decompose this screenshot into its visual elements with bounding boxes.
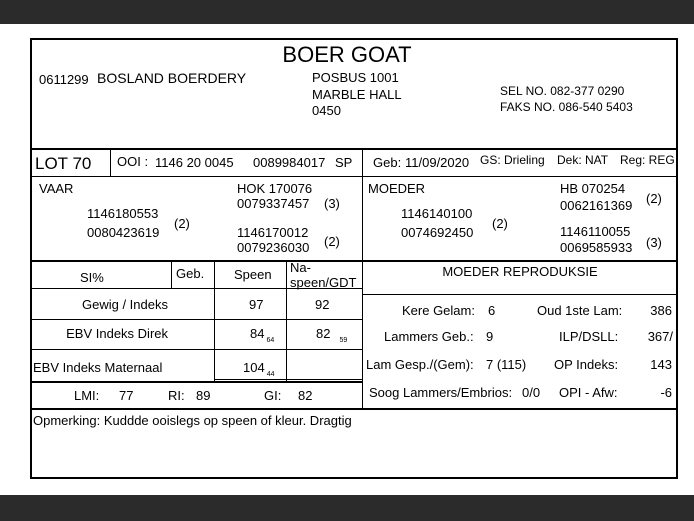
header-si: SI% (80, 270, 104, 285)
suckled-value: 0/0 (522, 385, 541, 400)
remark-label: Opmerking: (33, 413, 101, 428)
vdiv-perf-3 (286, 260, 287, 381)
repro-title: MOEDER REPRODUKSIE (442, 264, 598, 279)
born-date: 11/09/2020 (405, 155, 470, 170)
divider-perf-r1 (30, 319, 362, 320)
kere-label: Kere Gelam: (402, 303, 475, 318)
lambs-weaned-value: 7 (115) (486, 357, 527, 372)
divider-lot (30, 176, 678, 177)
border-right (676, 38, 678, 478)
border-top (30, 38, 678, 40)
phone-number: SEL NO. 082-377 0290 (500, 84, 625, 98)
lambs-weaned-label: Lam Gesp./(Gem): (366, 357, 474, 372)
dam-sire-id: 0062161369 (560, 198, 633, 213)
sire-dam-count: (2) (324, 234, 340, 249)
dam-sire-count: (2) (646, 191, 662, 206)
divider-header (30, 148, 678, 150)
sire-count: (2) (174, 216, 190, 231)
vdiv-main (362, 176, 363, 409)
header-speen: Speen (234, 267, 272, 282)
card-title: BOER GOAT (282, 42, 412, 67)
service-type: Dek: NAT (557, 153, 609, 167)
row-label-ebv-direct: EBV Indeks Direk (66, 326, 168, 341)
lambs-born-value: 9 (486, 329, 494, 344)
birth-status: GS: Drieling (480, 153, 545, 167)
vdiv-lot (110, 148, 111, 177)
dam-dam-count: (3) (646, 235, 662, 250)
dam-id-2: 0074692450 (401, 225, 474, 240)
address-line-3: 0450 (312, 103, 341, 118)
divider-remark (30, 408, 678, 410)
border-bottom (30, 477, 678, 479)
dam-dam-id-1: 1146110055 (560, 224, 631, 239)
sire-sire-id: 0079337457 (237, 196, 310, 211)
dam-dam-id-2: 0069585933 (560, 240, 633, 255)
ri-label: RI: (168, 388, 185, 403)
op-index-label: OP Indeks: (554, 357, 619, 372)
sire-sire-hok: HOK 170076 (237, 181, 313, 196)
sire-id-2: 0080423619 (87, 225, 160, 240)
header-naspeen-1: Na- (290, 260, 311, 275)
ewe-code: SP (335, 155, 353, 170)
sire-sire-count: (3) (324, 196, 340, 211)
row-label-weight-index: Gewig / Indeks (82, 297, 168, 312)
dam-id-1: 1146140100 (401, 206, 473, 221)
address-line-1: POSBUS 1001 (312, 70, 399, 85)
divider-perf-r2 (30, 349, 362, 350)
header-naspeen-2: speen/GDT (290, 275, 357, 290)
suckled-label: Soog Lammers/Embrios: (369, 385, 513, 400)
sire-dam-id-2: 0079236030 (237, 240, 310, 255)
weight-index-speen: 97 (249, 297, 264, 312)
vdiv-perf-2 (214, 260, 215, 381)
divider-perf-r3 (214, 379, 362, 380)
kere-value: 6 (488, 303, 496, 318)
ilp-value: 367/ (647, 329, 673, 344)
divider-repro-head (362, 294, 678, 295)
ewe-id: 1146 20 0045 (155, 155, 234, 170)
remark (33, 413, 352, 428)
ewe-registration: 0089984017 (253, 155, 326, 170)
border-left (30, 38, 32, 478)
address-line-2: MARBLE HALL (312, 87, 402, 102)
row-label-ebv-maternal: EBV Indeks Maternaal (33, 360, 163, 375)
registration-status: Reg: REG (620, 153, 675, 167)
lambs-born-label: Lammers Geb.: (384, 329, 474, 344)
opi-value: -6 (660, 385, 672, 400)
weight-index-naspeen: 92 (315, 297, 330, 312)
vdiv-born (362, 148, 363, 177)
remark-text: Kuddde ooislegs op speen of kleur. Dragtig (103, 413, 352, 428)
sire-label: VAAR (39, 181, 74, 196)
first-lamb-age-label: Oud 1ste Lam: (537, 303, 623, 318)
ebv-maternal-speen: 104 $_{44}$ (243, 360, 275, 378)
dam-label: MOEDER (368, 181, 426, 196)
lot-number: LOT 70 (35, 154, 92, 173)
breeder-name: BOSLAND BOERDERY (97, 70, 247, 86)
divider-indices (30, 381, 362, 383)
op-index-value: 143 (650, 357, 672, 372)
born-label: Geb: (373, 155, 402, 170)
gi-label: GI: (264, 388, 282, 403)
gi-value: 82 (298, 388, 313, 403)
ewe-label: OOI : (117, 154, 149, 169)
ilp-label: ILP/DSLL: (559, 329, 619, 344)
sire-id-1: 1146180553 (87, 206, 159, 221)
lmi-label: LMI: (74, 388, 100, 403)
breeder-number: 0611299 (39, 72, 89, 87)
divider-pedigree (30, 260, 678, 262)
ebv-direct-naspeen: 82 $_{59}$ (316, 326, 348, 344)
ri-value: 89 (196, 388, 211, 403)
opi-label: OPI - Afw: (559, 385, 618, 400)
sire-dam-id-1: 1146170012 (237, 225, 309, 240)
catalog-card (0, 24, 694, 495)
header-geb: Geb. (176, 266, 205, 281)
fax-number: FAKS NO. 086-540 5403 (500, 100, 633, 114)
vdiv-perf-1 (171, 260, 172, 289)
ebv-direct-speen: 84 $_{64}$ (250, 326, 275, 344)
dam-count: (2) (492, 216, 508, 231)
lmi-value: 77 (119, 388, 134, 403)
dam-sire-hb: HB 070254 (560, 181, 626, 196)
first-lamb-age-value: 386 (650, 303, 672, 318)
